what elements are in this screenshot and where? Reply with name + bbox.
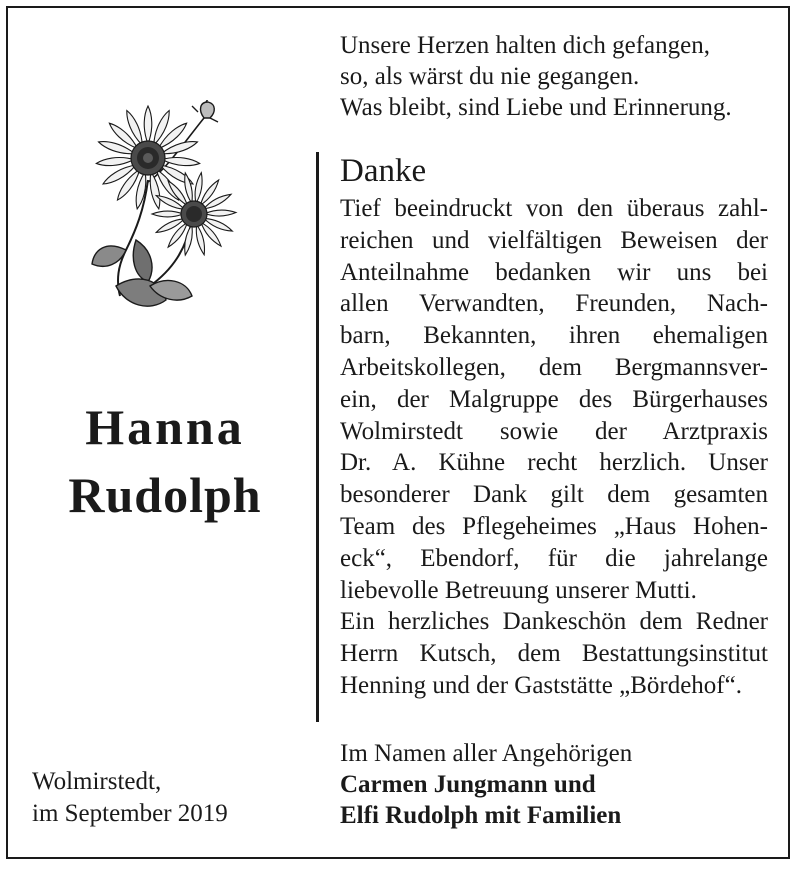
deceased-last-name: Rudolph — [68, 467, 262, 523]
verse-line: Was bleibt, sind Liebe und Erinnerung. — [340, 94, 732, 121]
body-line: Henning und der Gaststätte „Bördehof“. — [340, 671, 742, 699]
body-line: besonderer Dank gilt dem gesamten — [340, 481, 768, 509]
place: Wolmirstedt, — [32, 768, 162, 795]
sunflower-icon — [86, 100, 246, 330]
thanks-body — [340, 193, 768, 702]
body-line: Anteilnahme bedanken wir uns bei — [340, 258, 768, 286]
body-line: Herrn Kutsch, dem Bestattungsinstitut — [340, 640, 768, 668]
body-line: Team des Pflegeheimes „Haus Hohen- — [340, 512, 768, 540]
body-line: eck“, Ebendorf, für die jahrelange — [340, 544, 768, 572]
body-line: liebevolle Betreuung unserer Mutti. — [340, 576, 697, 604]
signoff — [340, 738, 770, 831]
body-line: Arbeitskollegen, dem Bergmannsver- — [340, 353, 768, 381]
verse-line: Unsere Herzen halten dich gefangen, — [340, 32, 710, 59]
verse-line: so, als wärst du nie gegangen. — [340, 63, 640, 90]
signoff-name: Carmen Jungmann und — [340, 771, 596, 798]
body-line: allen Verwandten, Freunden, Nach- — [340, 290, 768, 318]
signoff-intro: Im Namen aller Angehörigen — [340, 740, 633, 767]
body-line: Ein herzliches Dankeschön dem Redner — [340, 608, 768, 636]
thanks-heading: Danke — [340, 153, 427, 189]
vertical-divider — [316, 152, 319, 722]
body-line: Dr. A. Kühne recht herzlich. Unser — [340, 449, 768, 477]
body-line: ein, der Malgruppe des Bürgerhauses — [340, 385, 768, 413]
verse — [340, 30, 770, 123]
body-line: Wolmirstedt sowie der Arztpraxis — [340, 417, 768, 445]
date: im September 2019 — [32, 800, 228, 827]
signoff-name: Elfi Rudolph mit Familien — [340, 802, 622, 829]
body-line: Tief beeindruckt von den überaus zahl- — [340, 195, 768, 222]
deceased-first-name: Hanna — [85, 399, 245, 455]
body-line: reichen und vielfältigen Beweisen der — [340, 226, 768, 254]
body-line: barn, Bekannten, ihren ehemaligen — [340, 322, 768, 350]
